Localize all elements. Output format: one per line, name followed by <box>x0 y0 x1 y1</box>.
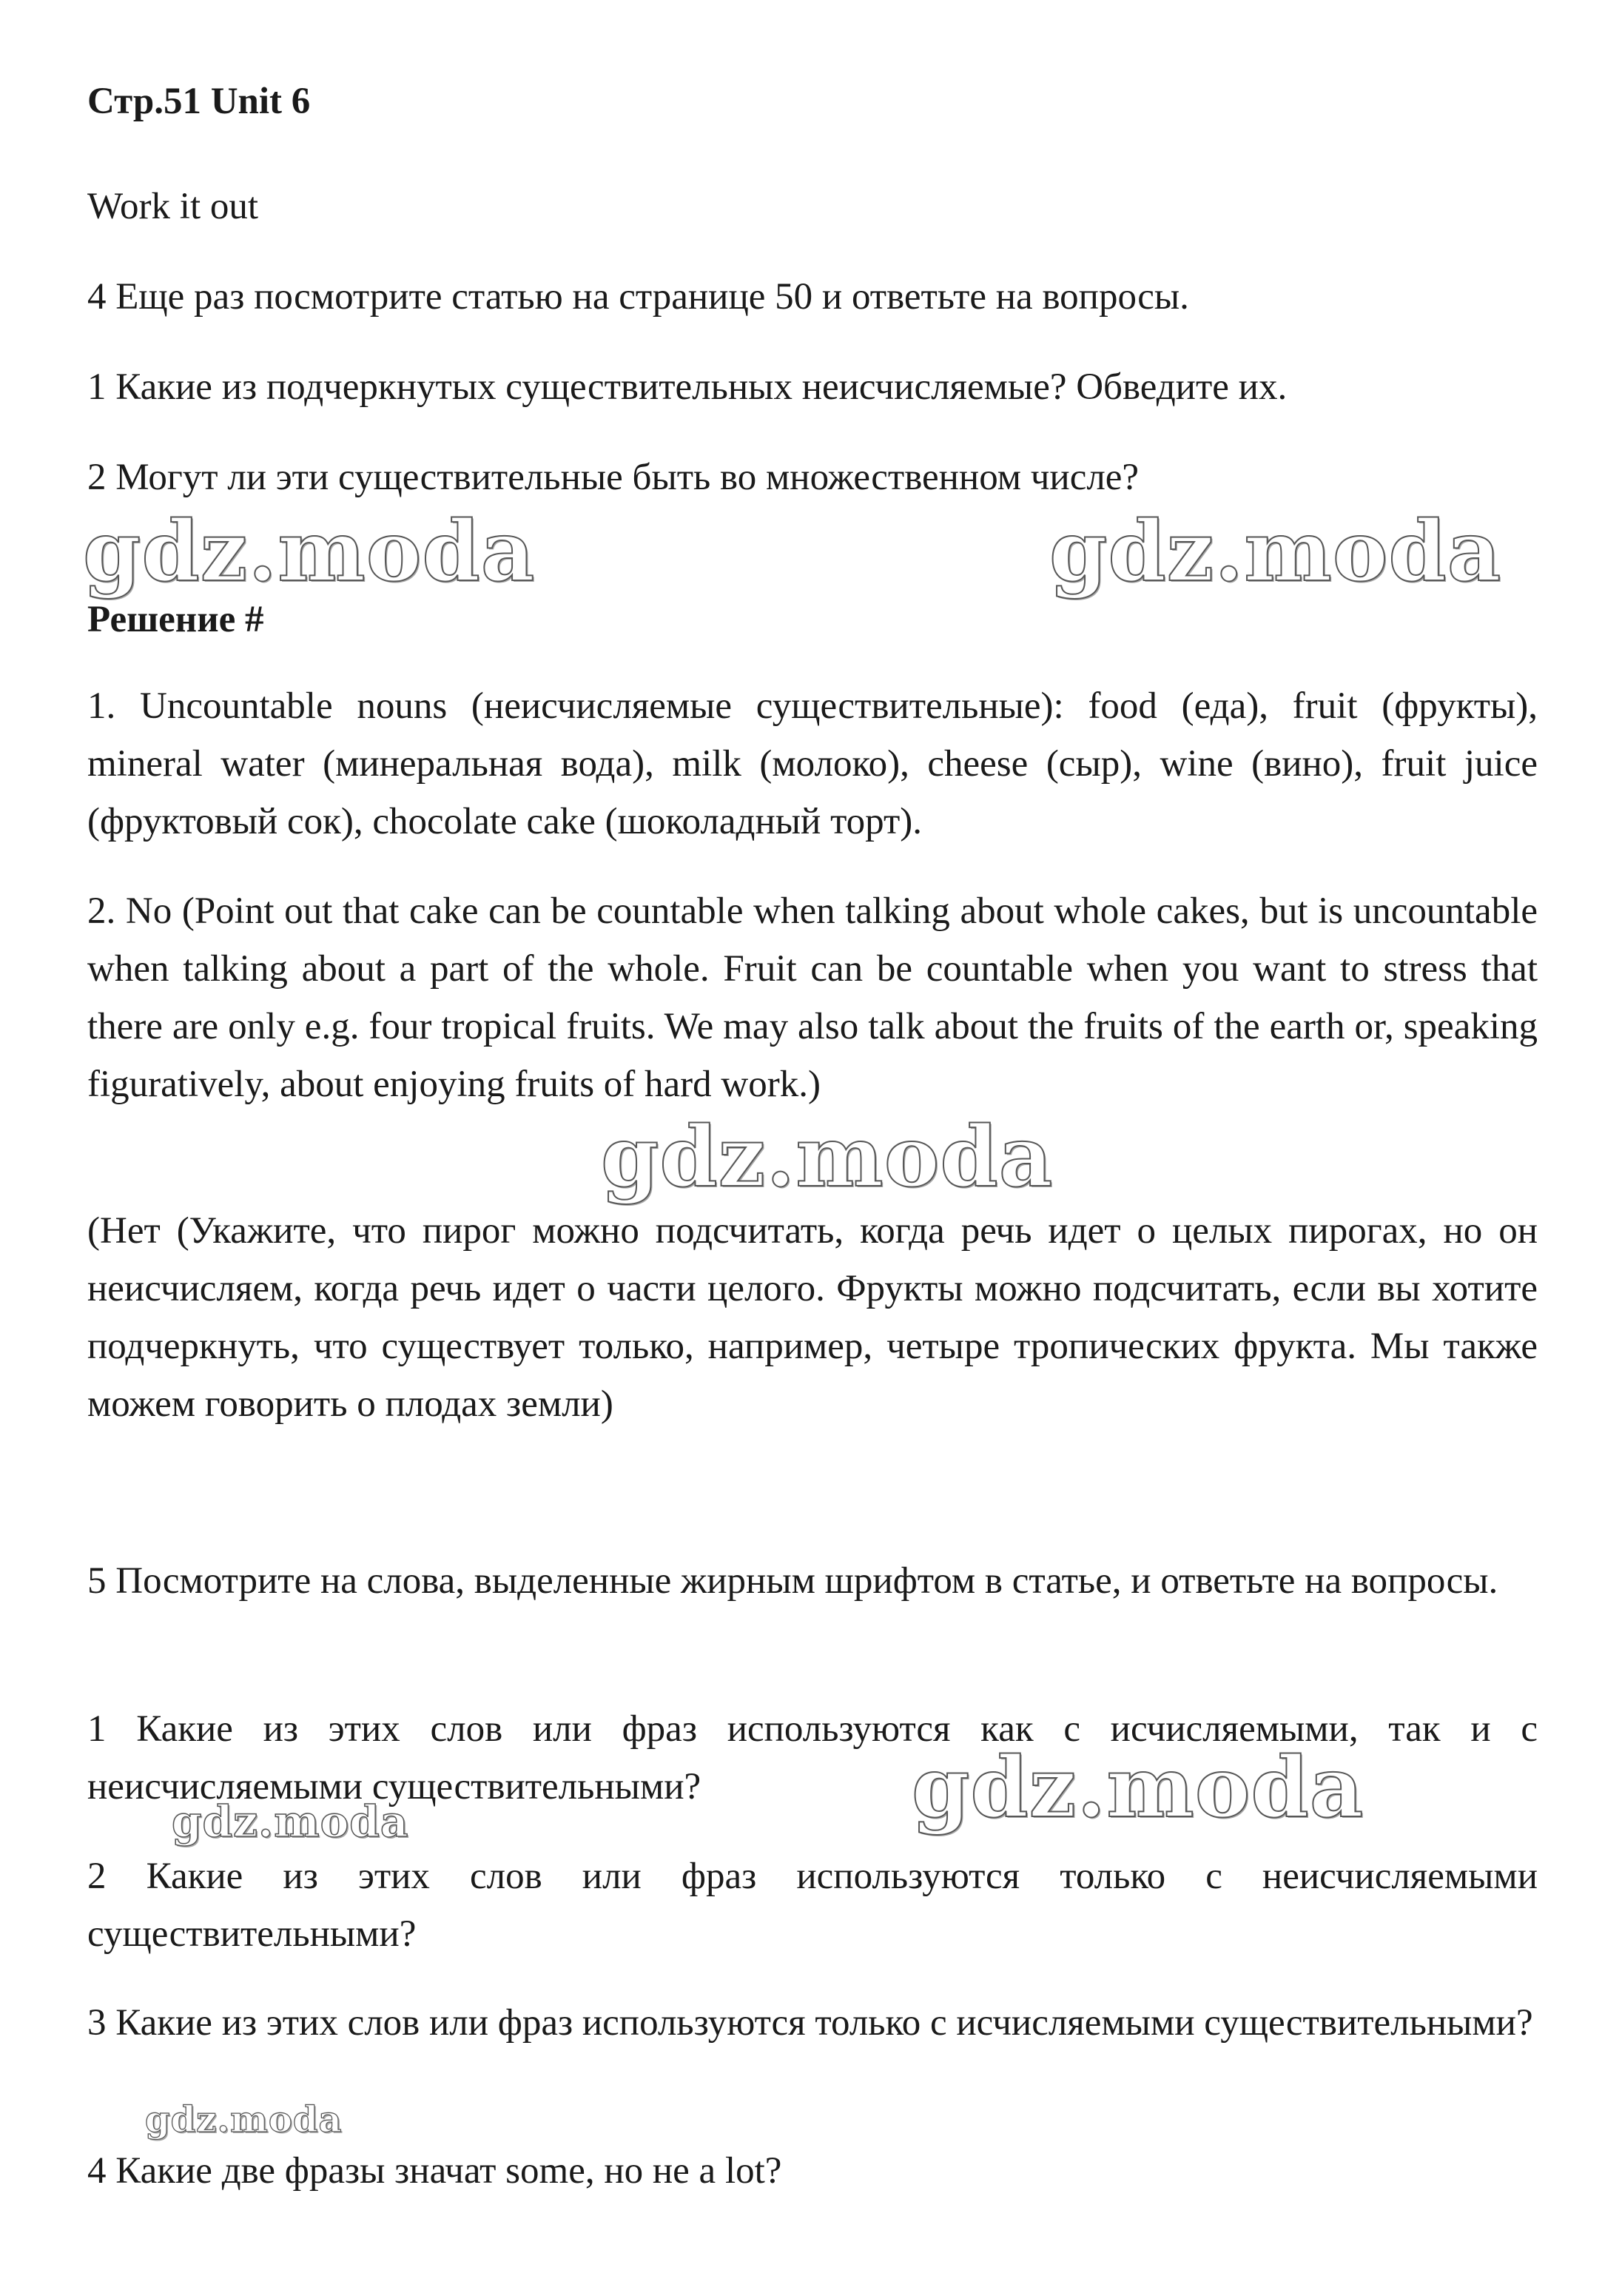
page-title: Стр.51 Unit 6 <box>87 81 311 122</box>
watermark: gdz.moda <box>1049 503 1502 600</box>
solution-answer-2-ru: (Нет (Укажите, что пирог можно подсчитать, когда речь идет о целых пирогах, но он неисчисляем, когда речь идет о части целого. Фрукты можно подсчитать, если вы хотите подчеркнуть, что существует только, например, четыре тропических фрукта. Мы также можем говорить о плодах земли) <box>87 1210 1538 1425</box>
watermark: gdz.moda <box>145 2099 343 2141</box>
solution-answer-1: 1. Uncountable nouns (неисчисляемые существительные): food (еда), fruit (фрукты), mineral water (минеральная вода), milk (молоко), cheese (сыр), wine (вино), fruit juice (фруктовый сок), chocolate cake (шоколадный торт). <box>87 685 1538 842</box>
solution-answer-2-en: 2. No (Point out that cake can be countable when talking about whole cakes, but is uncountable when talking about a part of the whole. Fruit can be countable when you want to stress that there are only e.g. four tropical fruits. We may also talk about the fruits of the earth or, speaking figuratively, about enjoying fruits of hard work.) <box>87 890 1538 1105</box>
watermark: gdz.moda <box>601 1109 1054 1206</box>
watermark: gdz.moda <box>83 503 536 600</box>
task4-question-2: 2 Могут ли эти существительные быть во множественном числе? <box>87 457 1140 498</box>
task4-question-1: 1 Какие из подчеркнутых существительных неисчисляемые? Обведите их. <box>87 366 1288 408</box>
task5-question-4: 4 Какие две фразы значат some, но не a lot? <box>87 2150 782 2192</box>
section-label: Work it out <box>87 186 259 227</box>
watermark: gdz.moda <box>172 1796 409 1847</box>
solution-heading: Решение # <box>87 599 264 640</box>
watermark: gdz.moda <box>912 1739 1364 1836</box>
task5-instruction: 5 Посмотрите на слова, выделенные жирным шрифтом в статье, и ответьте на вопросы. <box>87 1560 1498 1602</box>
task4-instruction: 4 Еще раз посмотрите статью на странице 50 и ответьте на вопросы. <box>87 276 1189 318</box>
task5-question-3: 3 Какие из этих слов или фраз используются только с исчисляемыми существительными? <box>87 2002 1533 2044</box>
task5-question-1: 1 Какие из этих слов или фраз используются как с исчисляемыми, так и с неисчисляемыми существительными? <box>87 1708 1538 1807</box>
task5-question-2: 2 Какие из этих слов или фраз используются только с неисчисляемыми существительными? <box>87 1856 1538 1955</box>
